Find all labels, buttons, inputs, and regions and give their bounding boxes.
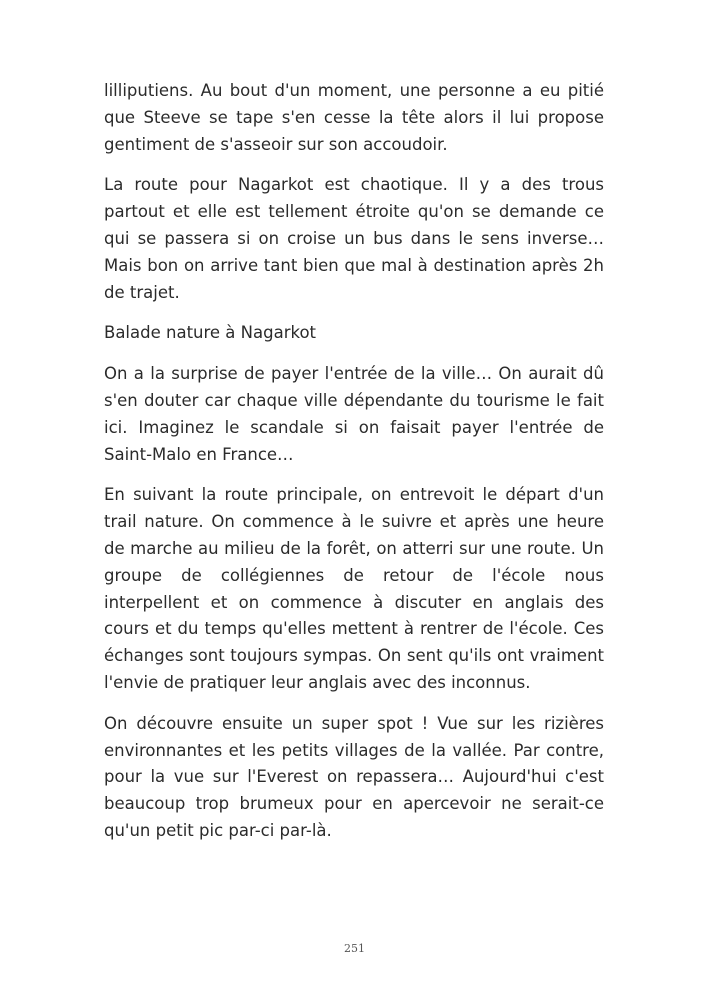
paragraph-4: En suivant la route principale, on entrevoit le départ d'un trail nature. On commence à le suivre et après une heure de marche au milieu de la forêt, on atterri sur une route. Un groupe de collégiennes de retour de l'école nous interpellent et on commence à discuter en anglais des cours et du temps qu'elles mettent à rentrer de l'école. Ces échanges sont toujours sympas. On sent qu'ils ont vraiment l'envie de pratiquer leur anglais avec des inconnus. bbox=[104, 485, 604, 692]
page-body bbox=[104, 78, 604, 859]
paragraph-1: lilliputiens. Au bout d'un moment, une personne a eu pitié que Steeve se tape s'en cesse la tête alors il lui propose gentiment de s'asseoir sur son accoudoir. bbox=[104, 81, 604, 154]
paragraph-5: On découvre ensuite un super spot ! Vue sur les rizières environnantes et les petits villages de la vallée. Par contre, pour la vue sur l'Everest on repassera… Aujourd'hui c'est beaucoup trop brumeux pour en apercevoir ne serait-ce qu'un petit pic par-ci par-là. bbox=[104, 713, 604, 840]
section-heading: Balade nature à Nagarkot bbox=[104, 323, 317, 343]
paragraph-2: La route pour Nagarkot est chaotique. Il y a des trous partout et elle est tellement étroite qu'on se demande ce qui se passera si on croise un bus dans le sens inverse… Mais bon on arrive tant bien que mal à destination après 2h de trajet. bbox=[104, 175, 604, 302]
page-number: 251 bbox=[344, 942, 365, 955]
paragraph-3: On a la surprise de payer l'entrée de la ville… On aurait dû s'en douter car chaque ville dépendante du tourisme le fait ici. Imaginez le scandale si on faisait payer l'entrée de Saint-Malo en France… bbox=[104, 364, 604, 464]
